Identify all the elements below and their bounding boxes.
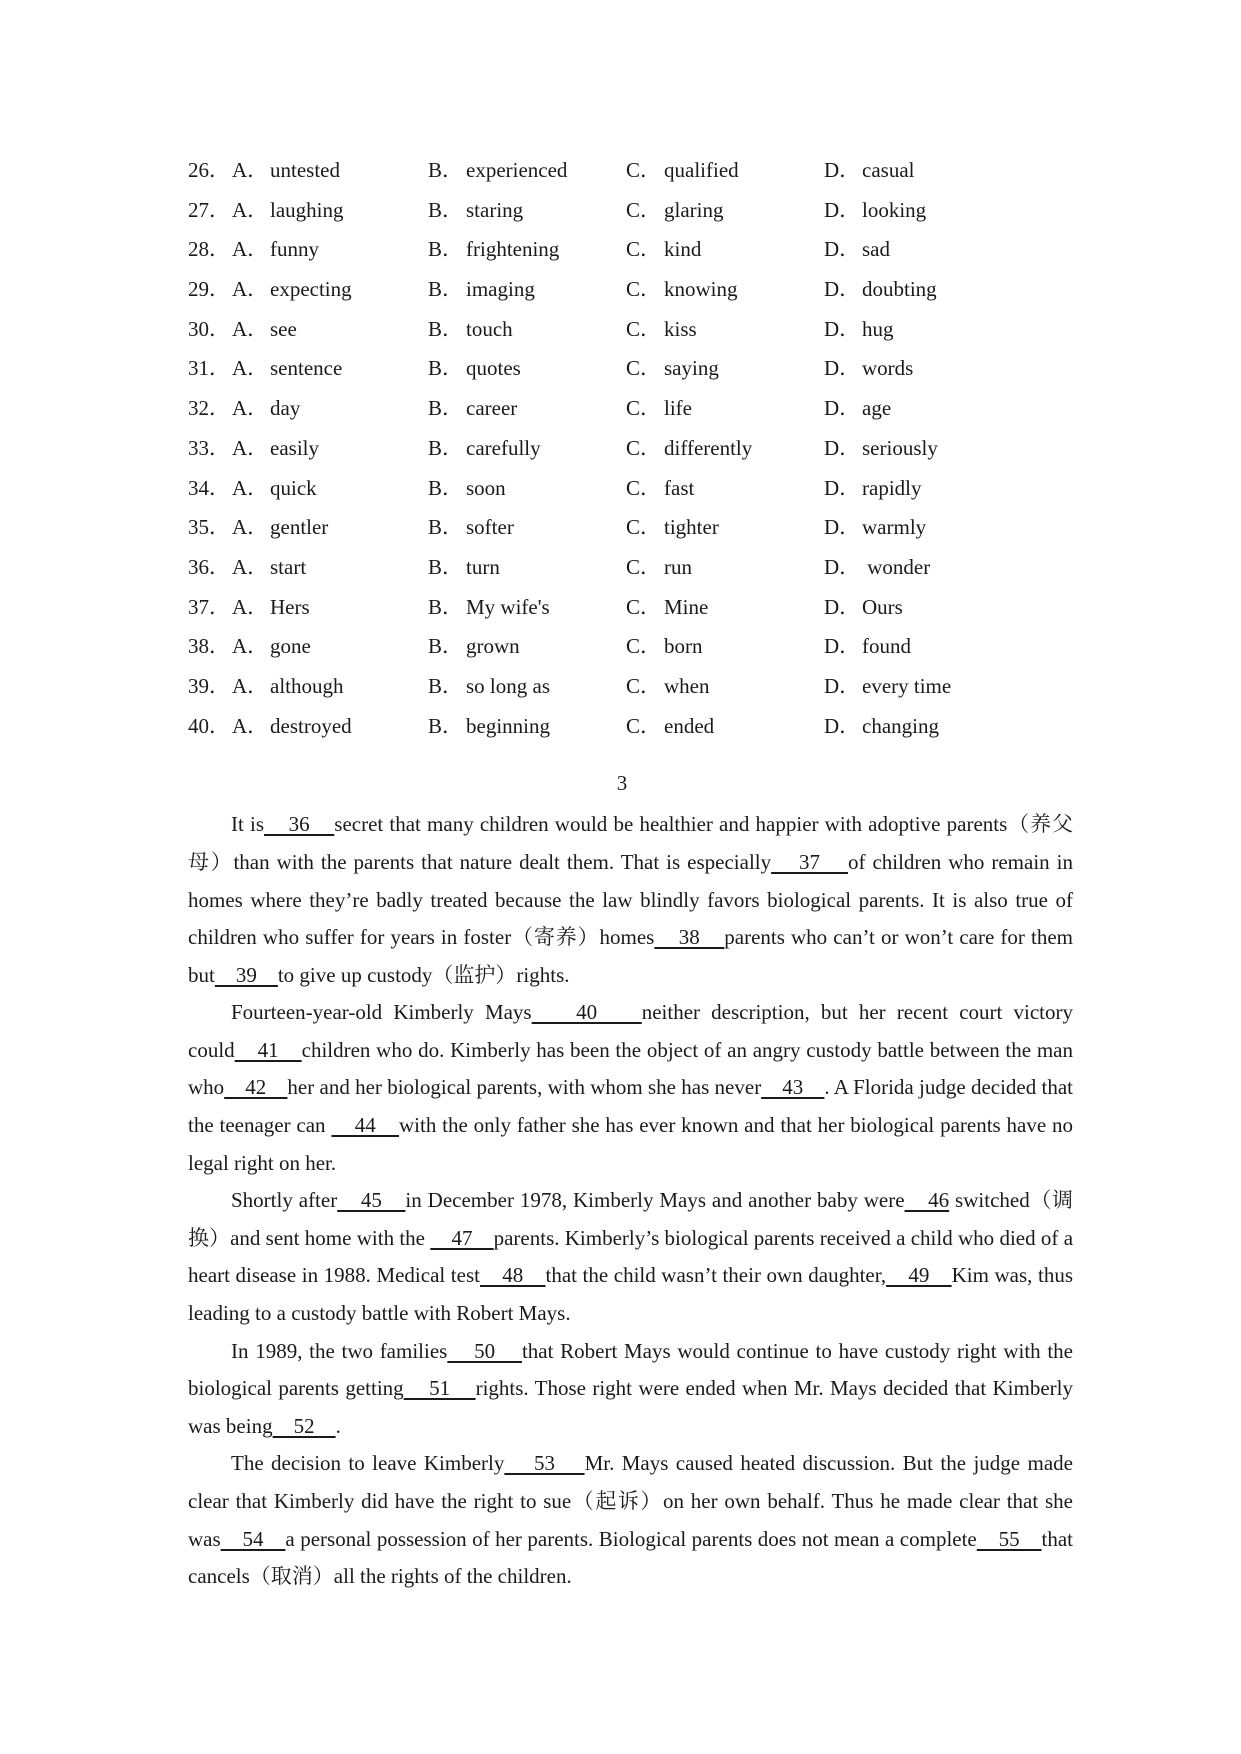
passage-paragraph: [188, 806, 1073, 994]
option-c: [626, 277, 824, 301]
option-text: frightening: [466, 237, 560, 262]
option-c: [626, 198, 824, 222]
question-number: 33．: [188, 435, 230, 460]
option-d: [824, 158, 1024, 182]
option-text: grown: [466, 634, 520, 659]
option-letter: C．: [626, 634, 662, 659]
option-letter: A．: [232, 673, 269, 698]
option-c: [626, 436, 824, 460]
option-letter: B．: [428, 197, 464, 222]
option-text: wonder: [862, 554, 931, 579]
passage-text: in December 1978, Kimberly Mays and another baby were: [405, 1188, 905, 1213]
option-c: [626, 158, 824, 182]
question-row: [188, 237, 1073, 277]
option-text: differently: [664, 435, 753, 460]
passage-text: children who do. Kimberly has been the object of an angry custody battle between the man who: [188, 1037, 1073, 1100]
option-letter: A．: [232, 515, 269, 540]
option-a: [232, 595, 428, 619]
blank-number: 43: [761, 1075, 825, 1100]
passage-paragraph: [188, 1445, 1073, 1595]
option-letter: B．: [428, 237, 464, 262]
option-letter: B．: [428, 435, 464, 460]
passage-text: Fourteen-year-old Kimberly Mays: [231, 1000, 532, 1025]
option-text: glaring: [664, 197, 724, 222]
question-row: [188, 714, 1073, 754]
option-letter: A．: [232, 197, 269, 222]
option-d: [824, 277, 1024, 301]
question-row: [188, 436, 1073, 476]
blank-number: 48: [479, 1263, 546, 1288]
option-text: looking: [862, 197, 927, 222]
passage-paragraph: [188, 1333, 1073, 1446]
option-text: every time: [862, 673, 952, 698]
option-b: [428, 198, 626, 222]
option-text: warmly: [862, 515, 927, 540]
option-text: so long as: [466, 673, 550, 698]
page-number: 3: [616, 771, 628, 796]
passage-text: a personal possession of her parents. Biological parents does not mean a complete: [285, 1526, 977, 1551]
passage-text: The decision to leave Kimberly: [231, 1451, 505, 1476]
passage-text: It is: [231, 812, 264, 837]
option-text: when: [664, 673, 710, 698]
option-c: [626, 317, 824, 341]
option-a: [232, 515, 428, 539]
option-text: tighter: [664, 515, 719, 540]
option-letter: D．: [824, 396, 861, 421]
option-text: beginning: [466, 713, 550, 738]
option-b: [428, 396, 626, 420]
blank-number: 50: [447, 1338, 522, 1363]
option-text: My wife's: [466, 594, 550, 619]
option-letter: C．: [626, 713, 662, 738]
passage-text: . A Florida judge decided that the teenager can: [188, 1075, 1074, 1138]
option-d: [824, 515, 1024, 539]
option-letter: A．: [232, 277, 269, 302]
passage-paragraph: [188, 1182, 1073, 1332]
option-letter: D．: [824, 475, 861, 500]
option-c: [626, 396, 824, 420]
option-b: [428, 277, 626, 301]
option-c: [626, 595, 824, 619]
document-page: [188, 158, 1073, 1596]
question-number: 29．: [188, 277, 230, 302]
option-letter: D．: [824, 158, 861, 182]
option-a: [232, 237, 428, 261]
option-d: [824, 555, 1024, 579]
passage-text: parents who can’t or won’t care for them but: [188, 925, 1074, 987]
option-text: turn: [466, 554, 500, 579]
option-text: hug: [862, 316, 894, 341]
option-b: [428, 634, 626, 658]
option-letter: A．: [232, 475, 269, 500]
option-letter: B．: [428, 475, 464, 500]
option-text: knowing: [664, 277, 738, 302]
question-number: 39．: [188, 673, 230, 698]
option-letter: A．: [232, 554, 269, 579]
passage-text: Mr. Mays caused heated discussion. But the judge made clear that Kimberly did have the right to sue（起诉）on her own behalf. Thus he made clear that she was: [188, 1451, 1074, 1551]
question-number: 35．: [188, 515, 230, 540]
option-a: [232, 158, 428, 182]
option-letter: C．: [626, 554, 662, 579]
question-number: 37．: [188, 594, 230, 619]
option-text: changing: [862, 713, 939, 738]
option-letter: A．: [232, 158, 269, 182]
blank-number: 55: [976, 1526, 1042, 1551]
option-letter: B．: [428, 594, 464, 619]
passage-text: with the only father she has ever known and that her biological parents have no legal right on her.: [188, 1113, 1074, 1175]
option-text: untested: [270, 158, 340, 182]
passage-text: Kim was, thus leading to a custody battle with Robert Mays.: [188, 1263, 1073, 1326]
option-text: imaging: [466, 277, 535, 302]
option-text: career: [466, 396, 518, 421]
option-letter: B．: [428, 673, 464, 698]
option-c: [626, 476, 824, 500]
blank-number: 47: [430, 1225, 494, 1250]
option-text: touch: [466, 316, 513, 341]
option-letter: C．: [626, 197, 662, 222]
option-letter: B．: [428, 634, 464, 659]
passage-text: switched（调换）and sent home with the: [188, 1188, 1074, 1250]
option-d: [824, 476, 1024, 500]
option-letter: B．: [428, 515, 464, 540]
blank-number: 44: [331, 1113, 399, 1138]
option-b: [428, 595, 626, 619]
question-number: 26．: [188, 158, 230, 182]
question-row: [188, 595, 1073, 635]
option-letter: D．: [824, 356, 861, 381]
option-text: Ours: [862, 594, 903, 619]
blank-number: 45: [337, 1188, 406, 1213]
option-letter: C．: [626, 435, 662, 460]
passage-text: that the child wasn’t their own daughter,: [545, 1263, 887, 1288]
option-text: expecting: [270, 277, 352, 302]
passage-text: parents. Kimberly’s biological parents received a child who died of a heart disease in 1988. Medical test: [188, 1225, 1074, 1288]
option-text: life: [664, 396, 692, 421]
option-letter: D．: [824, 316, 861, 341]
option-letter: A．: [232, 237, 269, 262]
option-d: [824, 436, 1024, 460]
option-text: quotes: [466, 356, 521, 381]
question-number: 38．: [188, 634, 230, 659]
option-text: Mine: [664, 594, 709, 619]
option-c: [626, 555, 824, 579]
option-text: fast: [664, 475, 695, 500]
blank-number: 38: [654, 925, 725, 950]
option-letter: B．: [428, 713, 464, 738]
question-row: [188, 634, 1073, 674]
option-d: [824, 714, 1024, 738]
option-b: [428, 515, 626, 539]
option-a: [232, 277, 428, 301]
option-letter: B．: [428, 158, 464, 182]
option-b: [428, 476, 626, 500]
option-text: born: [664, 634, 703, 659]
option-text: gone: [270, 634, 311, 659]
blank-number: 42: [224, 1075, 288, 1100]
option-c: [626, 674, 824, 698]
option-letter: C．: [626, 594, 662, 619]
option-text: staring: [466, 197, 524, 222]
blank-number: 36: [264, 812, 335, 837]
option-text: seriously: [862, 435, 938, 460]
option-letter: B．: [428, 277, 464, 302]
option-b: [428, 158, 626, 182]
option-letter: D．: [824, 673, 861, 698]
option-a: [232, 714, 428, 738]
question-row: [188, 356, 1073, 396]
option-text: start: [270, 554, 307, 579]
option-text: age: [862, 396, 892, 421]
option-text: words: [862, 356, 914, 381]
passage-text: of children who remain in homes where they’re badly treated because the law blindly favors biological parents. It is also true of children who suffer for years in foster（寄养）homes: [188, 849, 1073, 950]
passage-text: to give up custody（监护）rights.: [277, 962, 570, 987]
option-letter: A．: [232, 435, 269, 460]
option-text: see: [270, 316, 297, 341]
question-row: [188, 555, 1073, 595]
option-letter: C．: [626, 475, 662, 500]
blank-number: 53: [504, 1451, 585, 1476]
passage-paragraph: [188, 994, 1073, 1182]
option-letter: C．: [626, 515, 662, 540]
option-letter: D．: [824, 237, 861, 262]
option-b: [428, 714, 626, 738]
blank-number: 46: [904, 1188, 950, 1213]
option-d: [824, 674, 1024, 698]
option-text: run: [664, 554, 692, 579]
option-letter: B．: [428, 396, 464, 421]
blank-number: 41: [234, 1037, 302, 1062]
question-row: [188, 158, 1073, 198]
option-letter: A．: [232, 396, 269, 421]
blank-number: 39: [214, 962, 278, 987]
option-letter: A．: [232, 713, 269, 738]
option-d: [824, 634, 1024, 658]
blank-number: 37: [771, 849, 848, 874]
option-letter: D．: [824, 594, 861, 619]
question-row: [188, 396, 1073, 436]
option-d: [824, 356, 1024, 380]
question-number: 31．: [188, 356, 230, 381]
option-d: [824, 198, 1024, 222]
option-letter: B．: [428, 554, 464, 579]
option-d: [824, 237, 1024, 261]
blank-number: 54: [220, 1526, 286, 1551]
question-row: [188, 674, 1073, 714]
option-letter: B．: [428, 356, 464, 381]
option-b: [428, 555, 626, 579]
option-d: [824, 317, 1024, 341]
option-text: doubting: [862, 277, 937, 302]
option-letter: D．: [824, 713, 861, 738]
option-letter: A．: [232, 594, 269, 619]
option-text: softer: [466, 515, 514, 540]
passage-text: that cancels（取消）all the rights of the children.: [188, 1526, 1074, 1589]
option-d: [824, 396, 1024, 420]
option-letter: B．: [428, 316, 464, 341]
question-number: 28．: [188, 237, 230, 262]
question-row: [188, 277, 1073, 317]
option-text: Hers: [270, 594, 310, 619]
option-text: rapidly: [862, 475, 922, 500]
option-text: although: [270, 673, 344, 698]
option-letter: C．: [626, 158, 662, 182]
option-a: [232, 674, 428, 698]
option-text: saying: [664, 356, 719, 381]
option-a: [232, 555, 428, 579]
option-letter: D．: [824, 197, 861, 222]
option-text: carefully: [466, 435, 541, 460]
option-letter: C．: [626, 316, 662, 341]
option-text: easily: [270, 435, 319, 460]
blank-number: 49: [886, 1263, 952, 1288]
option-letter: D．: [824, 435, 861, 460]
option-letter: C．: [626, 237, 662, 262]
blank-number: 52: [272, 1413, 336, 1438]
blank-number: 51: [403, 1376, 476, 1401]
option-letter: D．: [824, 634, 861, 659]
option-text: laughing: [270, 197, 344, 222]
passage-text: her and her biological parents, with whom she has never: [287, 1075, 762, 1100]
blank-number: 40: [531, 1000, 642, 1025]
option-b: [428, 237, 626, 261]
passage-text: In 1989, the two families: [231, 1338, 448, 1363]
option-a: [232, 476, 428, 500]
option-a: [232, 198, 428, 222]
passage-text: .: [335, 1413, 341, 1438]
option-text: day: [270, 396, 301, 421]
question-row: [188, 476, 1073, 516]
option-text: sentence: [270, 356, 343, 381]
question-row: [188, 515, 1073, 555]
option-c: [626, 356, 824, 380]
option-text: quick: [270, 475, 317, 500]
option-letter: C．: [626, 356, 662, 381]
option-letter: D．: [824, 554, 861, 579]
option-text: destroyed: [270, 713, 352, 738]
cloze-passage: [188, 806, 1073, 1595]
question-number: 30．: [188, 316, 230, 341]
option-c: [626, 515, 824, 539]
option-letter: C．: [626, 277, 662, 302]
option-text: funny: [270, 237, 319, 262]
option-letter: D．: [824, 277, 861, 302]
option-b: [428, 356, 626, 380]
question-row: [188, 198, 1073, 238]
question-number: 36．: [188, 554, 230, 579]
option-a: [232, 317, 428, 341]
option-letter: A．: [232, 634, 269, 659]
option-b: [428, 436, 626, 460]
option-letter: D．: [824, 515, 861, 540]
question-number: 27．: [188, 197, 230, 222]
option-text: experienced: [466, 158, 568, 182]
option-text: casual: [862, 158, 915, 182]
passage-text: that Robert Mays would continue to have custody right with the biological parents getting: [188, 1338, 1074, 1401]
option-letter: C．: [626, 396, 662, 421]
passage-text: secret that many children would be healthier and happier with adoptive parents（养父母）than with the parents that nature dealt them. That is especially: [188, 812, 1073, 874]
option-a: [232, 356, 428, 380]
question-number: 34．: [188, 475, 230, 500]
options-table: [188, 158, 1073, 753]
question-number: 40．: [188, 713, 230, 738]
option-c: [626, 714, 824, 738]
passage-text: neither description, but her recent court victory could: [188, 1000, 1073, 1062]
option-d: [824, 595, 1024, 619]
option-b: [428, 317, 626, 341]
option-a: [232, 634, 428, 658]
option-c: [626, 634, 824, 658]
option-text: found: [862, 634, 911, 659]
option-a: [232, 396, 428, 420]
passage-text: Shortly after: [231, 1188, 338, 1213]
question-row: [188, 317, 1073, 357]
option-letter: C．: [626, 673, 662, 698]
option-text: qualified: [664, 158, 739, 182]
question-number: 32．: [188, 396, 230, 421]
passage-text: rights. Those right were ended when Mr. Mays decided that Kimberly was being: [188, 1376, 1074, 1438]
option-text: kiss: [664, 316, 697, 341]
option-b: [428, 674, 626, 698]
option-text: gentler: [270, 515, 329, 540]
option-letter: A．: [232, 356, 269, 381]
option-text: kind: [664, 237, 702, 262]
option-text: sad: [862, 237, 890, 262]
option-c: [626, 237, 824, 261]
option-text: ended: [664, 713, 715, 738]
option-a: [232, 436, 428, 460]
option-letter: A．: [232, 316, 269, 341]
option-text: soon: [466, 475, 506, 500]
